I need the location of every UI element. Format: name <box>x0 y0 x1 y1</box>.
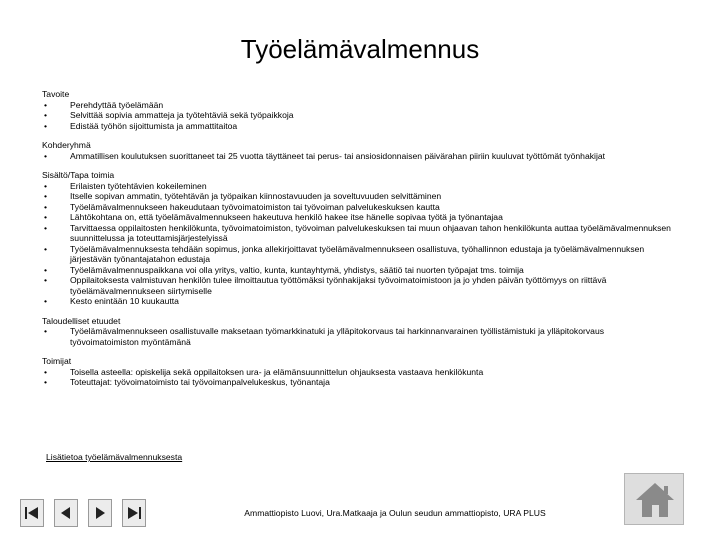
list-item: • Työelämävalmennuksesta tehdään sopimus, jonka allekirjoittavat työelämävalmennukseen osallistuva, työhallinnon edustaja ja työelämävalmennuksen järjestävän työnantajatahon edustaja <box>42 244 672 265</box>
content-body <box>42 89 672 397</box>
section-taloudelliset-etuudet <box>42 316 672 348</box>
home-icon <box>634 480 676 520</box>
section-kohderyhma <box>42 140 672 161</box>
list-item: • Erilaisten työtehtävien kokeileminen <box>42 181 672 192</box>
section-heading: Tavoite <box>42 89 70 99</box>
previous-slide-button[interactable] <box>54 499 78 527</box>
list-item: • Tarvittaessa oppilaitosten henkilökunta, työvoimatoimiston, työvoiman palvelukeskuksen tai muun ohjaavan tahon henkilökunta auttaa työelämävalmennuksen suunnittelussa ja toteuttamisjärjestelyissä <box>42 223 672 244</box>
list-item: • Perehdyttää työelämään <box>42 100 672 111</box>
section-toimijat <box>42 356 672 388</box>
list-item: • Itselle sopivan ammatin, työtehtävän ja työpaikan kiinnostavuuden ja soveltuvuuden selvittäminen <box>42 191 672 202</box>
list-item: • Toteuttajat: työvoimatoimisto tai työvoimanpalvelukeskus, työnantaja <box>42 377 672 388</box>
next-icon <box>92 506 108 520</box>
section-heading: Toimijat <box>42 356 72 366</box>
page-title: Työelämävalmennus <box>240 34 480 64</box>
bullet-list <box>42 181 672 307</box>
skip-to-last-icon <box>126 506 142 520</box>
more-info-link[interactable]: Lisätietoa työelämävalmennuksesta <box>46 452 183 462</box>
list-item: • Lähtökohtana on, että työelämävalmennukseen hakeutuva henkilö hakee itse hänelle sopivaa työtä ja työnantajaa <box>42 212 672 223</box>
next-slide-button[interactable] <box>88 499 112 527</box>
list-item: • Ammatillisen koulutuksen suorittaneet tai 25 vuotta täyttäneet tai perus- tai ansiosidonnaisen päivärahan piiriin kuuluvat työttömät työnhakijat <box>42 151 672 162</box>
bullet-list <box>42 100 672 132</box>
bullet-list <box>42 367 672 388</box>
bullet-list <box>42 151 672 162</box>
section-sisalto <box>42 170 672 307</box>
footer-text: Ammattiopisto Luovi, Ura.Matkaaja ja Oulun seudun ammattiopisto, URA PLUS <box>244 508 546 518</box>
list-item: • Työelämävalmennukseen hakeudutaan työvoimatoimiston tai työvoiman palvelukeskuksen kautta <box>42 202 672 213</box>
last-slide-button[interactable] <box>122 499 146 527</box>
section-heading: Taloudelliset etuudet <box>42 315 121 326</box>
list-item: • Kesto enintään 10 kuukautta <box>42 296 672 307</box>
list-item: • Oppilaitoksesta valmistuvan henkilön tulee ilmoittautua työttömäksi työnhakijaksi työvoimatoimistoon ja jo yhden päivän työttömyys on riittävä työelämävalmennukseen siirtymiselle <box>42 275 672 296</box>
section-tavoite <box>42 89 672 131</box>
list-item: • Työelämävalmennuspaikkana voi olla yritys, valtio, kunta, kuntayhtymä, yhdistys, säätiö tai nuorten työpajat tms. toimija <box>42 265 672 276</box>
list-item: • Selvittää sopivia ammatteja ja työtehtäviä sekä työpaikkoja <box>42 110 672 121</box>
home-button[interactable] <box>624 473 684 525</box>
previous-icon <box>58 506 74 520</box>
section-heading: Kohderyhmä <box>42 140 91 150</box>
list-item: • Työelämävalmennukseen osallistuvalle maksetaan työmarkkinatuki ja ylläpitokorvaus tai harkinnanvarainen työllistämistuki ja ylläpitokorvaus työvoimatoimiston myöntämänä <box>42 326 672 347</box>
skip-to-first-icon <box>24 506 40 520</box>
first-slide-button[interactable] <box>20 499 44 527</box>
list-item: • Edistää työhön sijoittumista ja ammattitaitoa <box>42 121 672 132</box>
list-item: • Toisella asteella: opiskelija sekä oppilaitoksen ura- ja elämänsuunnittelun ohjauksesta vastaava henkilökunta <box>42 367 672 378</box>
bullet-list <box>42 326 672 347</box>
section-heading: Sisältö/Tapa toimia <box>42 170 115 180</box>
